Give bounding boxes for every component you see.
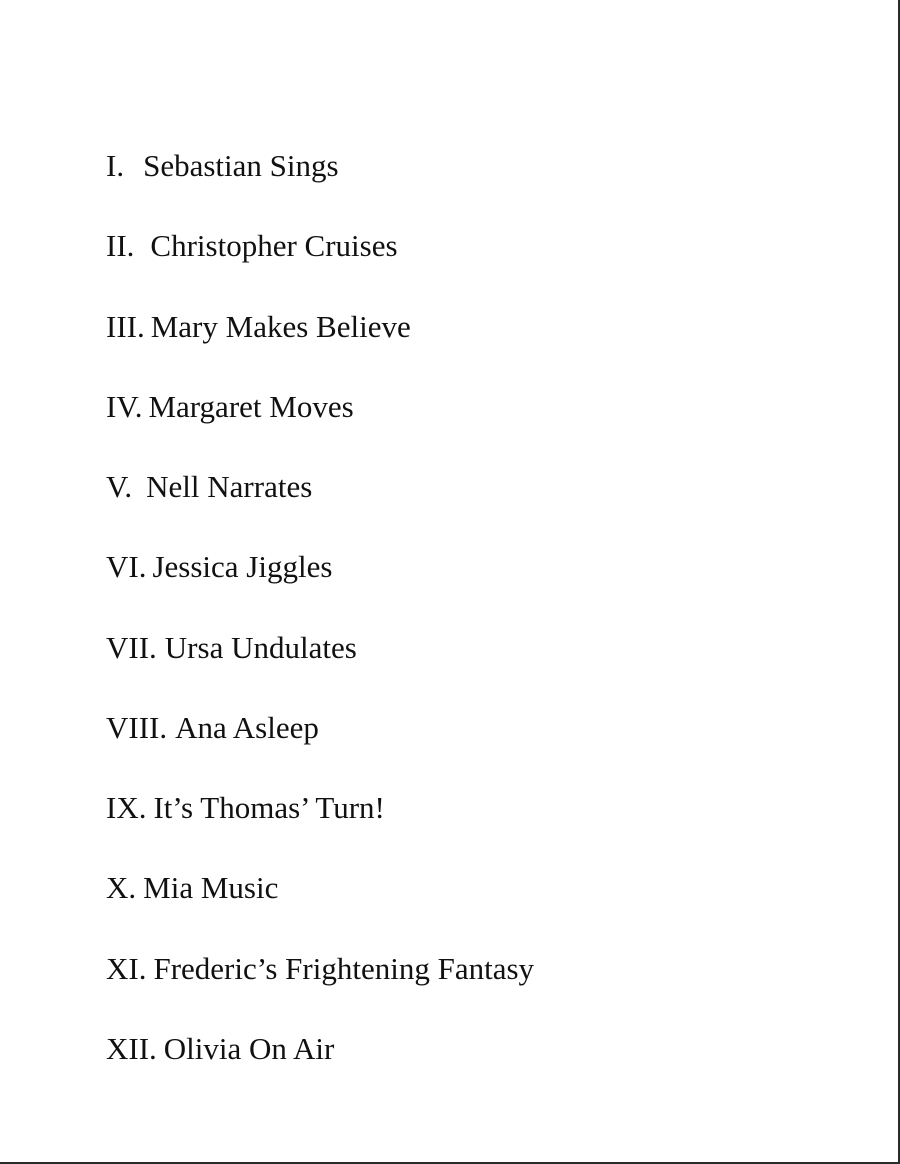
list-item <box>106 547 332 587</box>
item-numeral: I. <box>106 148 125 183</box>
item-title: Christopher Cruises <box>150 228 398 263</box>
item-title: Sebastian Sings <box>143 148 339 183</box>
item-title: Ana Asleep <box>175 710 319 745</box>
list-item <box>106 628 357 668</box>
list-item <box>106 146 339 186</box>
list-item <box>106 387 354 427</box>
item-title: Margaret Moves <box>148 389 354 424</box>
item-numeral: VIII. <box>106 710 168 745</box>
list-item <box>106 868 278 908</box>
item-title: Nell Narrates <box>146 469 313 504</box>
list-item <box>106 307 411 347</box>
item-title: Olivia On Air <box>163 1031 335 1066</box>
list-item <box>106 708 319 748</box>
item-title: Jessica Jiggles <box>152 549 333 584</box>
item-numeral: XII. <box>106 1031 157 1066</box>
item-title: Mia Music <box>143 870 279 905</box>
item-title: Mary Makes Believe <box>150 309 411 344</box>
item-numeral: X. <box>106 870 137 905</box>
list-item <box>106 467 312 507</box>
item-numeral: VI. <box>106 549 147 584</box>
item-numeral: IX. <box>106 790 147 825</box>
list-item <box>106 949 534 989</box>
item-numeral: XI. <box>106 951 147 986</box>
list-item <box>106 788 385 828</box>
list-item <box>106 1029 334 1069</box>
item-numeral: V. <box>106 469 133 504</box>
item-numeral: III. <box>106 309 145 344</box>
item-title: It’s Thomas’ Turn! <box>153 790 385 825</box>
item-title: Frederic’s Frightening Fantasy <box>153 951 535 986</box>
item-numeral: IV. <box>106 389 143 424</box>
item-numeral: II. <box>106 228 135 263</box>
item-title: Ursa Undulates <box>164 630 357 665</box>
item-numeral: VII. <box>106 630 157 665</box>
list-item <box>106 226 398 266</box>
